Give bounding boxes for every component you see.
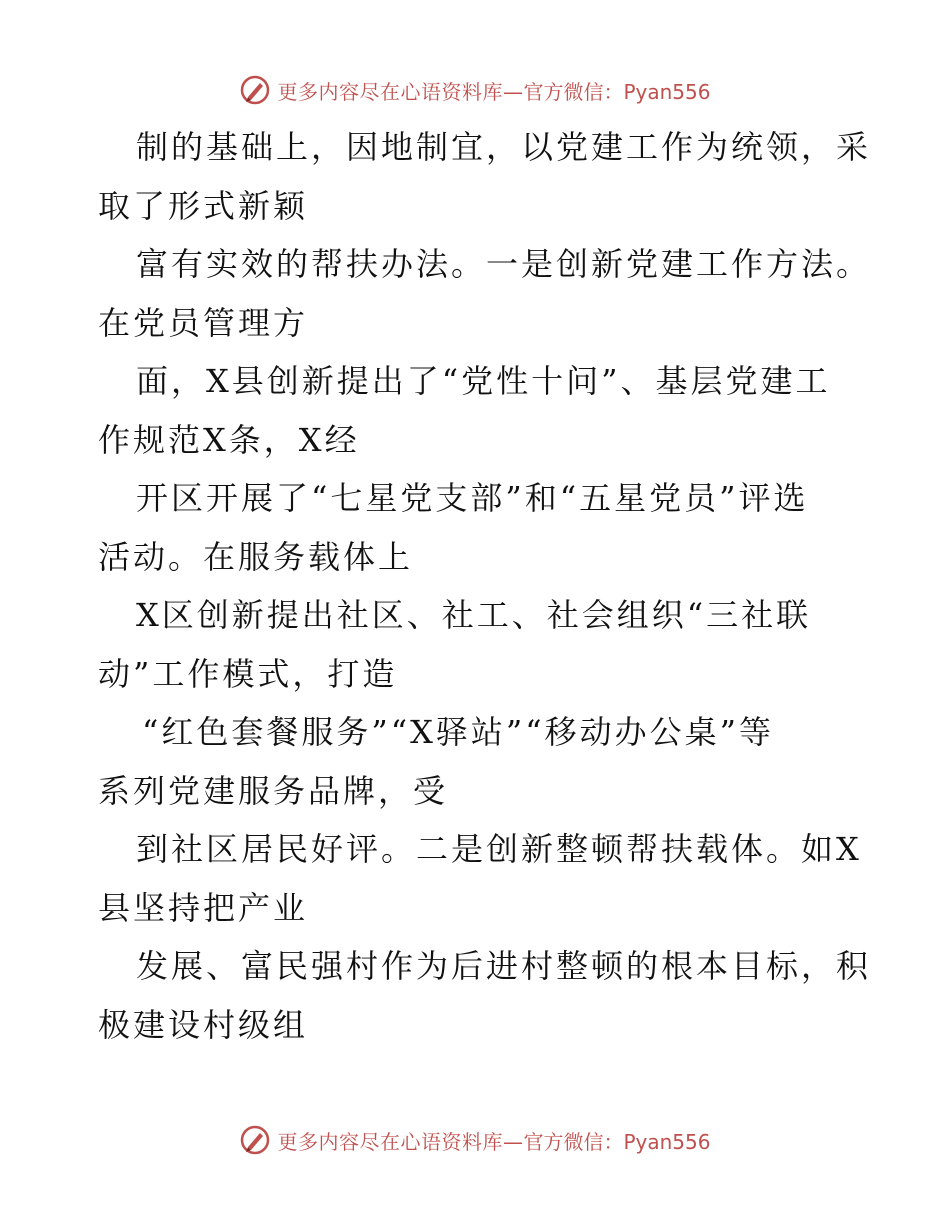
document-body bbox=[98, 118, 872, 1054]
footer-banner-wechat: 官方微信：Pyan556 bbox=[523, 1129, 711, 1154]
text-line: 面，X县创新提出了“党性十问”、基层党建工 bbox=[136, 362, 831, 400]
pen-logo-icon bbox=[239, 74, 271, 106]
text-line: 到社区居民好评。二是创新整顿帮扶载体。如X bbox=[136, 830, 862, 868]
text-line: 活动。在服务载体上 bbox=[98, 537, 414, 576]
text-line: “红色套餐服务”“X驿站”“移动办公桌”等 bbox=[142, 713, 774, 751]
text-line: 在党员管理方 bbox=[98, 303, 309, 342]
footer-banner-text: 更多内容尽在心语资料库— bbox=[277, 1129, 524, 1154]
text-line: 开区开展了“七星党支部”和“五星党员”评选 bbox=[136, 479, 809, 517]
text-line: 作规范X条，X经 bbox=[98, 420, 360, 459]
text-line: 发展、富民强村作为后进村整顿的根本目标，积 bbox=[136, 947, 872, 985]
pen-logo-icon bbox=[239, 1124, 271, 1156]
text-line: 动”工作模式，打造 bbox=[98, 654, 398, 693]
text-line: 系列党建服务品牌，受 bbox=[98, 771, 449, 810]
header-banner bbox=[0, 70, 950, 110]
text-line: 制的基础上，因地制宜，以党建工作为统领，采 bbox=[136, 128, 872, 166]
header-banner-wechat: 官方微信：Pyan556 bbox=[523, 79, 711, 104]
text-line: X区创新提出社区、社工、社会组织“三社联 bbox=[136, 596, 812, 634]
text-line: 富有实效的帮扶办法。一是创新党建工作方法。 bbox=[136, 245, 872, 283]
footer-banner bbox=[0, 1120, 950, 1160]
text-line: 极建设村级组 bbox=[98, 1005, 309, 1044]
text-line: 县坚持把产业 bbox=[98, 888, 309, 927]
header-banner-text: 更多内容尽在心语资料库— bbox=[277, 79, 524, 104]
text-line: 取了形式新颖 bbox=[98, 186, 309, 225]
